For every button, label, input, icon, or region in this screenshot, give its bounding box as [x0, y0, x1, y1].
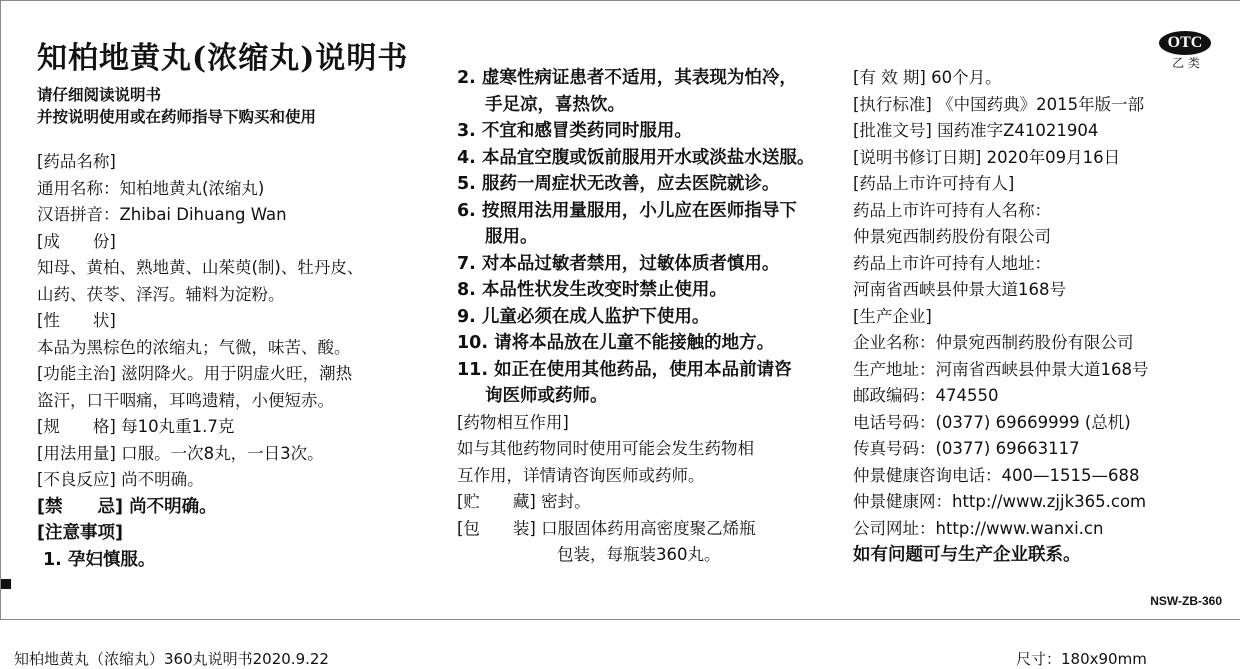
section-interactions: [药物相互作用] [457, 412, 569, 432]
otc-category: 乙 类 [1172, 56, 1200, 70]
health-website: 仲景健康网：http://www.zjjk365.com [853, 492, 1147, 511]
production-address: 生产地址：河南省西峡县仲景大道168号 [853, 359, 1149, 379]
interactions-line-2: 互作用，详情请咨询医师或药师。 [457, 465, 705, 485]
section-drug-name: [药品名称] [37, 152, 116, 171]
company-name: 企业名称：仲景宛西制药股份有限公司 [853, 333, 1134, 352]
precaution-8: 8. 本品性状发生改变时禁止使用。 [457, 280, 727, 300]
section-manufacturer: [生产企业] [853, 306, 932, 326]
packaging-line-2: 包装，每瓶装360丸。 [557, 545, 721, 564]
footer-file-label: 知柏地黄丸（浓缩丸）360丸说明书2020.9.22 [14, 650, 329, 668]
pinyin-name: 汉语拼音：Zhibai Dihuang Wan [37, 205, 287, 224]
section-properties: [性 状] [37, 311, 116, 330]
ingredients-line-1: 知母、黄柏、熟地黄、山茱萸(制)、牡丹皮、 [37, 258, 364, 277]
column-right [853, 65, 1233, 569]
holder-address: 河南省西峡县仲景大道168号 [853, 280, 1066, 299]
footer-size-label: 尺寸：180x90mm [1016, 650, 1147, 668]
holder-address-label: 药品上市许可持有人地址： [853, 253, 1051, 273]
subtitle-usage-advice: 并按说明使用或在药师指导下购买和使用 [37, 108, 317, 126]
precaution-1: 1. 孕妇慎服。 [43, 549, 156, 570]
storage: [贮 藏] 密封。 [457, 492, 591, 511]
document-title: 知柏地黄丸(浓缩丸)说明书 [37, 41, 409, 76]
section-precautions: [注意事项] [37, 523, 123, 543]
indications-line-2: 盗汗，口干咽痛，耳鸣遗精，小便短赤。 [37, 390, 334, 410]
precaution-7: 7. 对本品过敏者禁用，过敏体质者慎用。 [457, 253, 780, 274]
company-website: 公司网址：http://www.wanxi.cn [853, 518, 1104, 538]
precaution-5: 5. 服药一周症状无改善，应去医院就诊。 [457, 174, 780, 194]
precaution-3: 3. 不宜和感冒类药同时服用。 [457, 121, 692, 141]
contact-note: 如有问题可与生产企业联系。 [853, 545, 1081, 565]
postal-code: 邮政编码：474550 [853, 386, 999, 405]
section-ingredients: [成 份] [37, 231, 116, 251]
consult-hotline: 仲景健康咨询电话：400—1515—688 [853, 465, 1140, 485]
column-middle [457, 65, 827, 569]
expiry: [有 效 期] 60个月。 [853, 68, 1002, 87]
contraindications: [禁 忌] 尚不明确。 [37, 496, 217, 517]
packaging-line-1: [包 装] 口服固体药用高密度聚乙烯瓶 [457, 518, 756, 538]
precaution-10: 10. 请将本品放在儿童不能接触的地方。 [457, 333, 775, 353]
precaution-6-cont: 服用。 [485, 227, 538, 247]
otc-logo: OTC [1159, 31, 1211, 55]
document-code: NSW-ZB-360 [1150, 594, 1222, 608]
ingredients-line-2: 山药、茯苓、泽泻。辅料为淀粉。 [37, 284, 285, 304]
section-license-holder: [药品上市许可持有人] [853, 174, 1015, 193]
holder-name-label: 药品上市许可持有人名称： [853, 200, 1051, 220]
precaution-2-cont: 手足凉，喜热饮。 [485, 94, 625, 115]
approval-number: [批准文号] 国药准字Z41021904 [853, 121, 1099, 140]
generic-name: 通用名称：知柏地黄丸(浓缩丸) [37, 178, 265, 198]
registration-mark [1, 579, 11, 589]
precaution-2: 2. 虚寒性病证患者不适用，其表现为怕冷， [457, 68, 797, 88]
properties-text: 本品为黑棕色的浓缩丸；气微，味苦、酸。 [37, 337, 351, 357]
precaution-6: 6. 按照用法用量服用，小儿应在医师指导下 [457, 200, 797, 221]
holder-name: 仲景宛西制药股份有限公司 [853, 227, 1051, 246]
column-left [37, 149, 427, 573]
fax-number: 传真号码：(0377) 69663117 [853, 439, 1080, 458]
standard: [执行标准] 《中国药典》2015年版一部 [853, 94, 1145, 114]
interactions-line-1: 如与其他药物同时使用可能会发生药物相 [457, 439, 754, 458]
precaution-11-cont: 询医师或药师。 [485, 386, 608, 406]
precaution-4: 4. 本品宜空腹或饭前服用开水或淡盐水送服。 [457, 147, 815, 168]
dosage: [用法用量] 口服。一次8丸，一日3次。 [37, 443, 324, 463]
specification: [规 格] 每10丸重1.7克 [37, 417, 235, 436]
phone-number: 电话号码：(0377) 69669999 (总机) [853, 412, 1131, 432]
adverse-reactions: [不良反应] 尚不明确。 [37, 470, 204, 489]
indications-line-1: [功能主治] 滋阴降火。用于阴虚火旺，潮热 [37, 364, 353, 383]
precaution-11: 11. 如正在使用其他药品，使用本品前请咨 [457, 359, 792, 380]
subtitle-read-carefully: 请仔细阅读说明书 [37, 86, 162, 104]
revision-date: [说明书修订日期] 2020年09月16日 [853, 147, 1121, 167]
precaution-9: 9. 儿童必须在成人监护下使用。 [457, 306, 710, 327]
